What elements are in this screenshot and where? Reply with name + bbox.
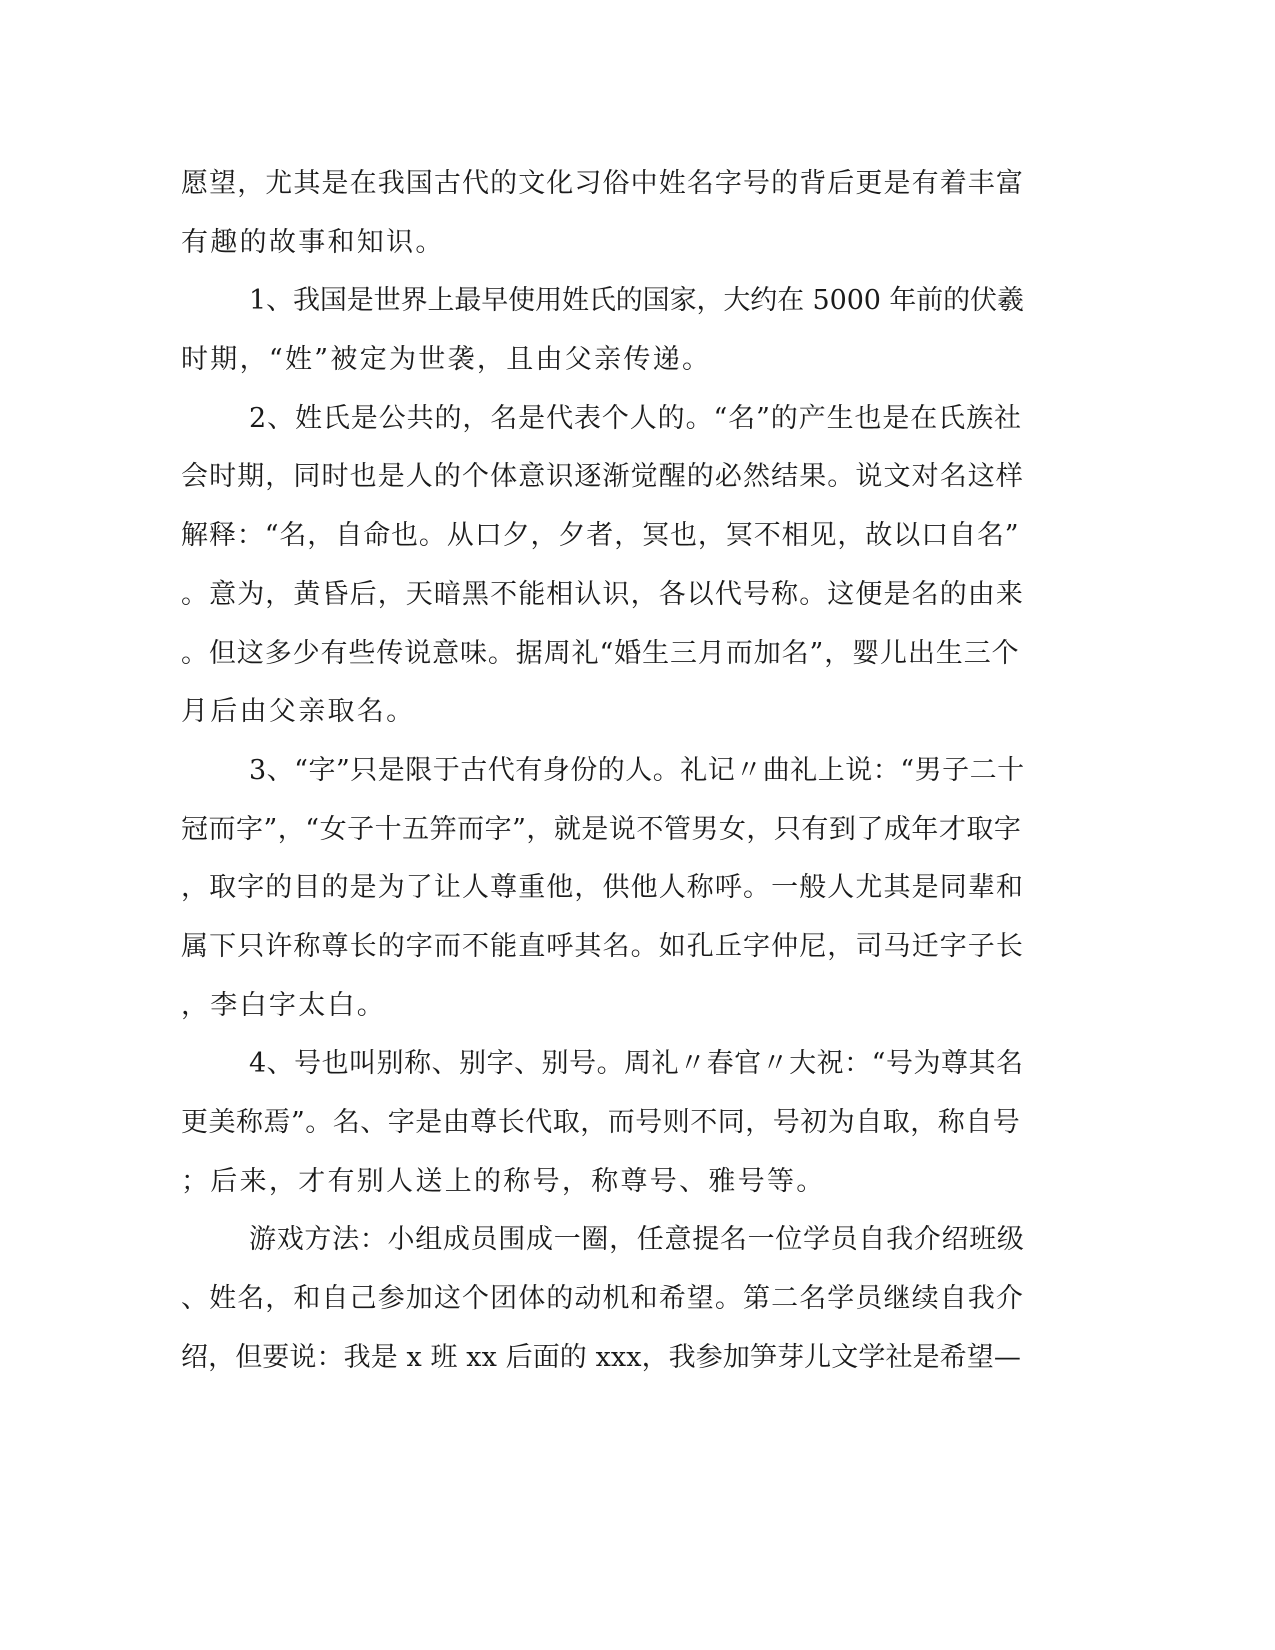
text-line: 绍，但要说：我是 x 班 xx 后面的 xxx，我参加笋芽儿文学社是希望— — [181, 1341, 1021, 1373]
text-line: 。意为，黄昏后，天暗黑不能相认识，各以代号称。这便是名的由来 — [181, 578, 1024, 610]
text-line: 有趣的故事和知识。 — [181, 226, 445, 258]
text-line: 会时期，同时也是人的个体意识逐渐觉醒的必然结果。说文对名这样 — [181, 461, 1024, 493]
text-line: ，李白字太白。 — [181, 989, 387, 1021]
text-line: 解释：“名，自命也。从口夕，夕者，冥也，冥不相见，故以口自名” — [181, 520, 1020, 552]
document-body — [181, 155, 1025, 1387]
text-line: 愿望，尤其是在我国古代的文化习俗中姓名字号的背后更是有着丰富 — [181, 168, 1024, 199]
text-line: 1、我国是世界上最早使用姓氏的国家，大约在 5000 年前的伏羲 — [249, 285, 1024, 317]
text-line: 更美称焉”。名、字是由尊长代取，而号则不同，号初为自取，称自号 — [181, 1107, 1021, 1138]
text-line: 。但这多少有些传说意味。据周礼“婚生三月而加名”，婴儿出生三个 — [181, 637, 1020, 669]
text-line: 时期，“姓”被定为世袭，且由父亲传递。 — [181, 344, 712, 376]
text-line: ，取字的目的是为了让人尊重他，供他人称呼。一般人尤其是同辈和 — [181, 872, 1024, 904]
text-line: 2、姓氏是公共的，名是代表个人的。“名”的产生也是在氏族社 — [249, 402, 1022, 434]
text-line: 、姓名，和自己参加这个团体的动机和希望。第二名学员继续自我介 — [181, 1283, 1024, 1315]
text-line: 月后由父亲取名。 — [181, 696, 416, 728]
text-line: ；后来，才有别人送上的称号，称尊号、雅号等。 — [181, 1165, 826, 1197]
text-line: 冠而字”，“女子十五笄而字”，就是说不管男女，只有到了成年才取字 — [181, 813, 1022, 845]
text-line: 3、“字”只是限于古代有身份的人。礼记〃曲礼上说：“男子二十 — [249, 754, 1025, 786]
text-line: 4、号也叫别称、别字、别号。周礼〃春官〃大祝：“号为尊其名 — [249, 1048, 1024, 1080]
text-line: 属下只许称尊长的字而不能直呼其名。如孔丘字仲尼，司马迁字子长 — [181, 930, 1024, 962]
text-line: 游戏方法：小组成员围成一圈，任意提名一位学员自我介绍班级 — [249, 1224, 1025, 1256]
